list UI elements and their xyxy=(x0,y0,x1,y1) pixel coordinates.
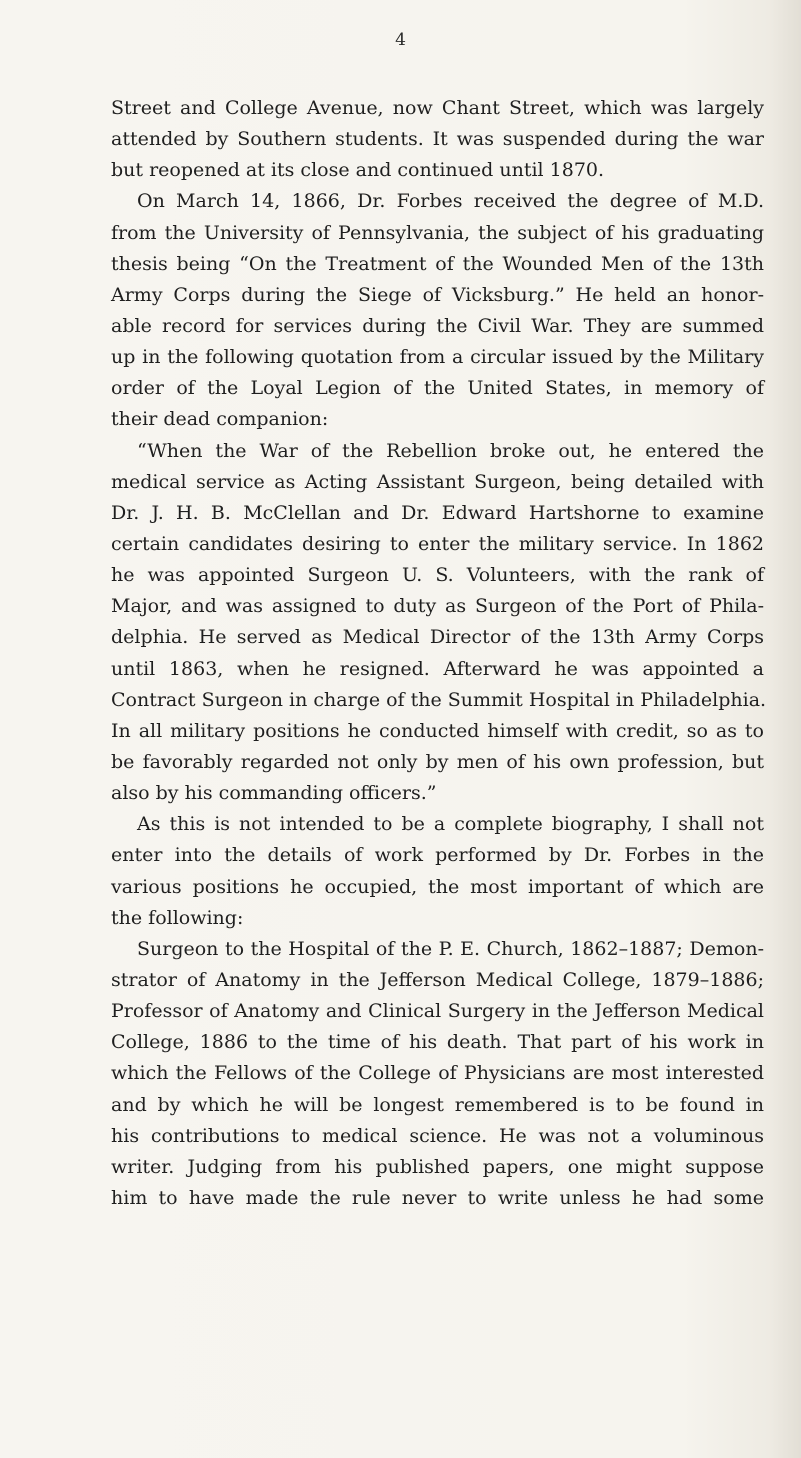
text-line: which the Fellows of the College of Physicians are most interested xyxy=(111,1062,764,1085)
text-line: On March 14, 1866, Dr. Forbes received the degree of M.D. xyxy=(137,190,764,213)
text-line: but reopened at its close and continued until 1870. xyxy=(111,159,605,182)
text-line: Contract Surgeon in charge of the Summit Hospital in Philadelphia. xyxy=(111,688,767,711)
text-line: certain candidates desiring to enter the military service. In 1862 xyxy=(111,532,764,555)
text-line: Street and College Avenue, now Chant Street, which was largely xyxy=(111,97,764,119)
text-line: up in the following quotation from a circular issued by the Military xyxy=(111,346,764,369)
text-line: strator of Anatomy in the Jefferson Medical College, 1879–1886; xyxy=(111,968,764,991)
text-line: the following: xyxy=(111,906,244,929)
text-line: he was appointed Surgeon U. S. Volunteers, with the rank of xyxy=(111,564,764,587)
text-line: be favorably regarded not only by men of his own profession, but xyxy=(111,750,764,773)
text-line: until 1863, when he resigned. Afterward he was appointed a xyxy=(111,657,764,680)
text-line: also by his commanding officers.” xyxy=(111,782,437,805)
text-line: his contributions to medical science. He was not a voluminous xyxy=(111,1124,764,1147)
text-line: Professor of Anatomy and Clinical Surgery in the Jefferson Medical xyxy=(111,1000,764,1023)
text-line: As this is not intended to be a complete biography, I shall not xyxy=(137,813,764,836)
text-line: him to have made the rule never to write unless he had some xyxy=(111,1186,764,1209)
text-line: from the University of Pennsylvania, the subject of his graduating xyxy=(111,221,764,244)
text-line: thesis being “On the Treatment of the Wounded Men of the 13th xyxy=(111,252,764,275)
body-text xyxy=(111,93,767,1214)
text-line: Surgeon to the Hospital of the P. E. Church, 1862–1887; Demon- xyxy=(137,937,764,960)
text-line: attended by Southern students. It was suspended during the war xyxy=(111,128,764,151)
text-line: able record for services during the Civil War. They are summed xyxy=(111,314,764,337)
text-line: College, 1886 to the time of his death. That part of his work in xyxy=(111,1031,764,1054)
text-line: Major, and was assigned to duty as Surgeon of the Port of Phila- xyxy=(111,595,764,618)
text-line: various positions he occupied, the most important of which are xyxy=(111,875,764,898)
text-line: Army Corps during the Siege of Vicksburg.” He held an honor- xyxy=(111,283,764,306)
text-line: Dr. J. H. B. McClellan and Dr. Edward Hartshorne to examine xyxy=(111,501,764,524)
text-line: order of the Loyal Legion of the United States, in memory of xyxy=(111,377,764,400)
text-line: In all military positions he conducted himself with credit, so as to xyxy=(111,719,764,742)
text-line: and by which he will be longest remembered is to be found in xyxy=(111,1093,764,1116)
text-line: enter into the details of work performed by Dr. Forbes in the xyxy=(111,844,764,867)
page-number: 4 xyxy=(395,30,406,50)
text-line: their dead companion: xyxy=(111,408,329,431)
text-line: medical service as Acting Assistant Surgeon, being detailed with xyxy=(111,470,764,493)
text-line: “When the War of the Rebellion broke out, he entered the xyxy=(137,439,764,462)
text-line: delphia. He served as Medical Director of the 13th Army Corps xyxy=(111,626,764,649)
text-line: writer. Judging from his published papers, one might suppose xyxy=(111,1155,764,1178)
